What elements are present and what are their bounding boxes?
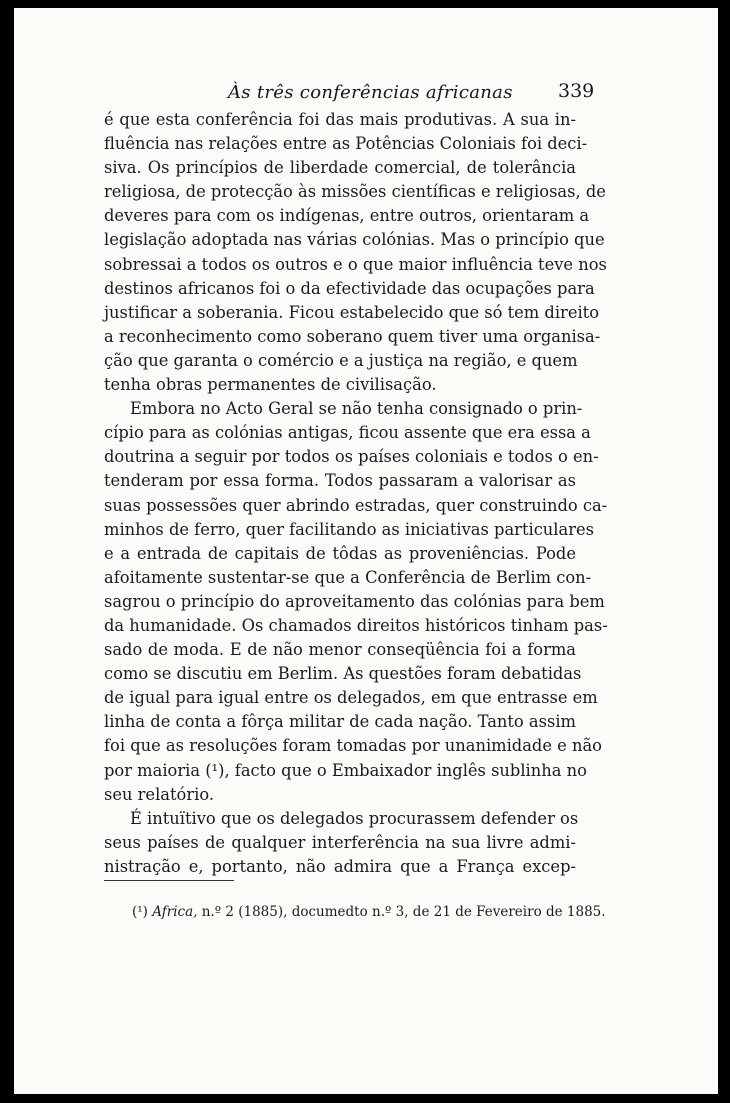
text-line: é que esta conferência foi das mais produtivas. A sua in- <box>104 110 576 129</box>
text-line: justificar a soberania. Ficou estabelecido que só tem direito <box>104 302 600 322</box>
text-line: destinos africanos foi o da efectividade das ocupações para <box>104 278 595 298</box>
text-line: da humanidade. Os chamados direitos históricos tinham pas- <box>104 615 608 635</box>
text-line: Embora no Acto Geral se não tenha consignado o prin- <box>130 399 583 419</box>
text-line: siva. Os princípios de liberdade comercial, de tolerância <box>104 158 576 178</box>
text-line: a reconhecimento como soberano quem tiver uma organisa- <box>104 326 601 346</box>
paragraph-1 <box>104 108 607 397</box>
footnote-rule <box>104 880 234 881</box>
paragraph-2 <box>104 397 608 807</box>
text-line: nistração e, portanto, não admira que a França excep- <box>104 856 576 876</box>
text-line: seu relatório. <box>104 784 215 804</box>
text-line: fluência nas relações entre as Potências Coloniais foi deci- <box>104 134 588 154</box>
running-title: Às três conferências africanas <box>228 82 513 103</box>
paragraph-3 <box>104 807 579 879</box>
footnote-marker: (¹) <box>132 904 148 920</box>
text-line: sagrou o princípio do aproveitamento das colónias para bem <box>104 591 605 611</box>
text-line: deveres para com os indígenas, entre outros, orientaram a <box>104 206 590 226</box>
text-line: sobressai a todos os outros e o que maior influência teve nos <box>104 254 607 274</box>
text-line: suas possessões quer abrindo estradas, quer construindo ca- <box>104 495 608 515</box>
text-line: cípio para as colónias antigas, ficou assente que era essa a <box>104 423 591 443</box>
text-line: religiosa, de protecção às missões científicas e religiosas, de <box>104 182 606 202</box>
body-text <box>104 108 608 879</box>
text-line: É intuïtivo que os delegados procurassem defender os <box>130 808 579 828</box>
text-line: tenderam por essa forma. Todos passaram a valorisar as <box>104 471 576 491</box>
text-line: como se discutiu em Berlim. As questões foram debatidas <box>104 664 582 684</box>
footnote-text: n.º 2 (1885), documedto n.º 3, de 21 de Fevereiro de 1885. <box>201 904 606 920</box>
text-line: foi que as resoluções foram tomadas por unanimidade e não <box>104 736 602 756</box>
text-line: legislação adoptada nas várias colónias. Mas o princípio que <box>104 230 605 250</box>
text-line: afoitamente sustentar-se que a Conferência de Berlim con- <box>104 567 592 587</box>
text-line: sado de moda. E de não menor conseqüência foi a forma <box>104 640 576 660</box>
footnote-work-title: Africa, <box>152 904 198 920</box>
text-line: tenha obras permanentes de civilisação. <box>104 375 437 395</box>
text-line: doutrina a seguir por todos os países coloniais e todos o en- <box>104 447 599 467</box>
page-number: 339 <box>558 80 595 102</box>
text-line: de igual para igual entre os delegados, em que entrasse em <box>104 688 598 708</box>
text-line: ção que garanta o comércio e a justiça na região, e quem <box>104 350 578 370</box>
text-line: minhos de ferro, quer facilitando as iniciativas particulares <box>104 519 594 539</box>
footnote <box>132 904 606 920</box>
text-line: e a entrada de capitais de tôdas as proveniências. Pode <box>104 543 576 563</box>
text-line: por maioria (¹), facto que o Embaixador inglês sublinha no <box>104 760 587 780</box>
text-line: linha de conta a fôrça militar de cada nação. Tanto assim <box>104 712 576 732</box>
text-line: seus países de qualquer interferência na sua livre admi- <box>104 832 576 852</box>
page-header <box>14 78 718 108</box>
